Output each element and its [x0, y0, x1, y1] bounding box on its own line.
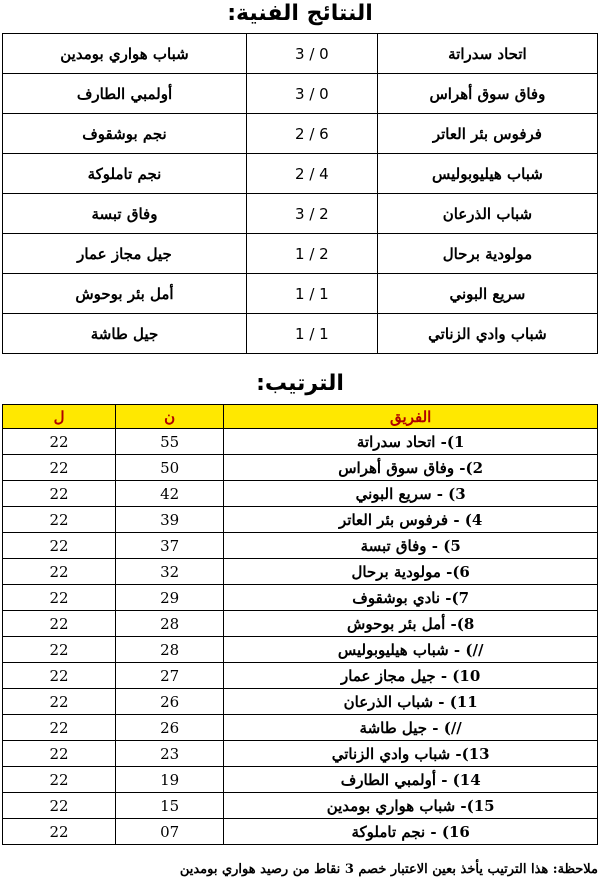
standing-points: 29 — [116, 585, 224, 611]
result-away-team: أمل بئر بوحوش — [3, 274, 247, 314]
result-away-team: شباب هواري بومدين — [3, 34, 247, 74]
result-row — [3, 74, 598, 114]
result-away-team: نجم بوشقوف — [3, 114, 247, 154]
standings-note: ملاحظة: هذا الترتيب يأخذ بعين الاعتبار خصم 3 نقاط من رصيد هواري بومدين — [179, 862, 598, 877]
result-score: 3 / 0 — [246, 34, 377, 74]
standing-played: 22 — [3, 429, 116, 455]
result-row — [3, 314, 598, 354]
standing-team: 7)- نادي بوشقوف — [224, 585, 598, 611]
standing-points: 32 — [116, 559, 224, 585]
standing-team: 11) - شباب الذرعان — [224, 689, 598, 715]
standings-row — [3, 819, 598, 845]
standing-points: 37 — [116, 533, 224, 559]
standing-points: 26 — [116, 689, 224, 715]
standing-team: 8)- أمل بئر بوحوش — [224, 611, 598, 637]
standing-team: 5) - وفاق تبسة — [224, 533, 598, 559]
result-score: 2 / 4 — [246, 154, 377, 194]
standing-played: 22 — [3, 637, 116, 663]
result-score: 1 / 1 — [246, 274, 377, 314]
standings-row — [3, 767, 598, 793]
standings-table — [2, 404, 598, 845]
standing-played: 22 — [3, 793, 116, 819]
result-home-team: اتحاد سدراتة — [377, 34, 597, 74]
header-team: الفريق — [224, 405, 598, 429]
result-score: 3 / 0 — [246, 74, 377, 114]
standing-team: 15)- شباب هواري بومدين — [224, 793, 598, 819]
standing-team: 3) - سريع البوني — [224, 481, 598, 507]
standings-row — [3, 429, 598, 455]
standings-row — [3, 793, 598, 819]
result-away-team: أولمبي الطارف — [3, 74, 247, 114]
standings-row — [3, 533, 598, 559]
standings-row — [3, 507, 598, 533]
standing-team: 10) - جيل مجاز عمار — [224, 663, 598, 689]
result-score: 1 / 1 — [246, 314, 377, 354]
standing-team: 2)- وفاق سوق أهراس — [224, 455, 598, 481]
result-home-team: مولودية برحال — [377, 234, 597, 274]
header-points: ن — [116, 405, 224, 429]
standing-points: 19 — [116, 767, 224, 793]
result-home-team: سريع البوني — [377, 274, 597, 314]
result-away-team: جيل طاشة — [3, 314, 247, 354]
standing-team: //) - جيل طاشة — [224, 715, 598, 741]
result-score: 3 / 2 — [246, 194, 377, 234]
standing-played: 22 — [3, 819, 116, 845]
result-row — [3, 34, 598, 74]
standings-row — [3, 689, 598, 715]
standing-points: 28 — [116, 611, 224, 637]
standing-points: 23 — [116, 741, 224, 767]
header-played: ل — [3, 405, 116, 429]
standing-played: 22 — [3, 767, 116, 793]
standings-row — [3, 585, 598, 611]
standing-played: 22 — [3, 481, 116, 507]
standing-points: 39 — [116, 507, 224, 533]
result-away-team: وفاق تبسة — [3, 194, 247, 234]
standing-points: 26 — [116, 715, 224, 741]
standing-played: 22 — [3, 715, 116, 741]
standing-played: 22 — [3, 559, 116, 585]
standing-team: 1)- اتحاد سدراتة — [224, 429, 598, 455]
result-row — [3, 234, 598, 274]
result-away-team: نجم تاملوكة — [3, 154, 247, 194]
standing-team: 4) - فرفوس بئر العاتر — [224, 507, 598, 533]
standings-row — [3, 611, 598, 637]
standing-team: 6)- مولودية برحال — [224, 559, 598, 585]
result-home-team: شباب هيليوبوليس — [377, 154, 597, 194]
result-home-team: فرفوس بئر العاتر — [377, 114, 597, 154]
standing-team: 13)- شباب وادي الزناتي — [224, 741, 598, 767]
standing-team: 14) - أولمبي الطارف — [224, 767, 598, 793]
standing-points: 15 — [116, 793, 224, 819]
standing-played: 22 — [3, 741, 116, 767]
standings-row — [3, 715, 598, 741]
standing-points: 42 — [116, 481, 224, 507]
standing-played: 22 — [3, 663, 116, 689]
standing-team: 16) - نجم تاملوكة — [224, 819, 598, 845]
standings-row — [3, 637, 598, 663]
result-home-team: شباب الذرعان — [377, 194, 597, 234]
results-title: النتائج الفنية: — [227, 1, 373, 26]
standings-header-row — [3, 405, 598, 429]
result-row — [3, 114, 598, 154]
result-row — [3, 194, 598, 234]
results-table — [2, 33, 598, 354]
result-home-team: شباب وادي الزناتي — [377, 314, 597, 354]
standings-row — [3, 481, 598, 507]
result-score: 2 / 6 — [246, 114, 377, 154]
standing-points: 50 — [116, 455, 224, 481]
standing-points: 07 — [116, 819, 224, 845]
standings-row — [3, 741, 598, 767]
standings-row — [3, 559, 598, 585]
standing-played: 22 — [3, 689, 116, 715]
result-score: 1 / 2 — [246, 234, 377, 274]
standing-played: 22 — [3, 533, 116, 559]
standing-played: 22 — [3, 455, 116, 481]
standing-points: 28 — [116, 637, 224, 663]
standings-title: الترتيب: — [256, 371, 344, 396]
standings-row — [3, 455, 598, 481]
standing-team: //) - شباب هيليوبوليس — [224, 637, 598, 663]
result-row — [3, 274, 598, 314]
standing-points: 27 — [116, 663, 224, 689]
result-row — [3, 154, 598, 194]
standing-played: 22 — [3, 585, 116, 611]
standing-played: 22 — [3, 507, 116, 533]
result-home-team: وفاق سوق أهراس — [377, 74, 597, 114]
standings-row — [3, 663, 598, 689]
result-away-team: جيل مجاز عمار — [3, 234, 247, 274]
standing-played: 22 — [3, 611, 116, 637]
standing-points: 55 — [116, 429, 224, 455]
